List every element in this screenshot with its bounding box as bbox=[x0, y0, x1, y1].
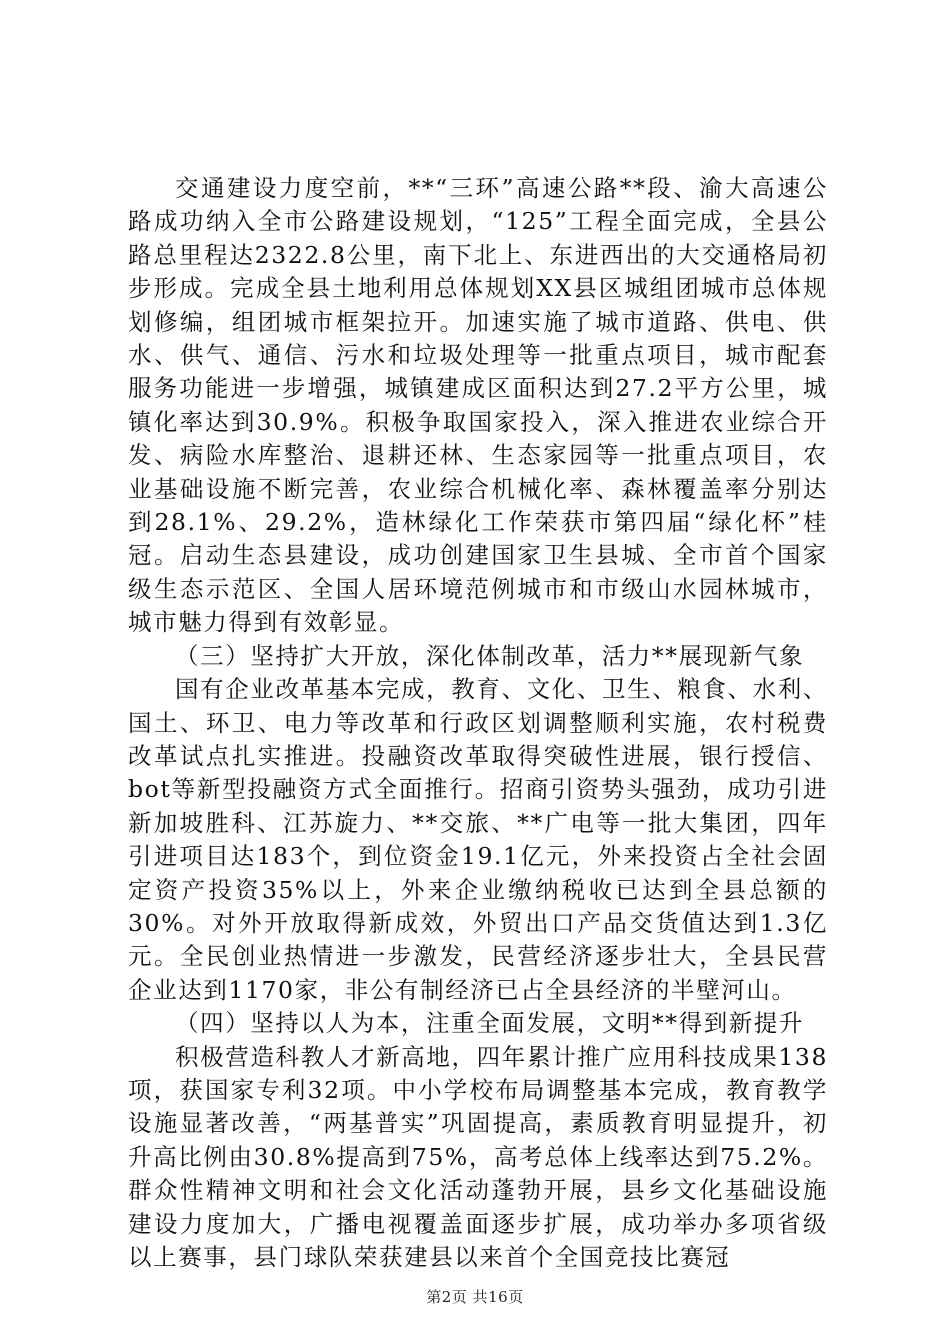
section-heading-3: （三）坚持扩大开放，深化体制改革，活力**展现新气象 bbox=[175, 641, 805, 670]
paragraph-science-education: 积极营造科教人才新高地，四年累计推广应用科技成果138项，获国家专利32项。中小学校布局调整基本完成，教育教学设施显著改善，“两基普实”巩固提高，素质教育明显提升，初升高比例由30.8%提高到75%，高考总体上线率达到75.2%。群众性精神文明和社会文化活动蓬勃开展，县乡文化基础设施建设力度加大，广播电视覆盖面逐步扩展，成功举办多项省级以上赛事，县门球队荣获建县以来首个全国竞技比赛冠 bbox=[128, 1042, 828, 1271]
paragraph-reform-opening: 国有企业改革基本完成，教育、文化、卫生、粮食、水利、国土、环卫、电力等改革和行政区划调整顺利实施，农村税费改革试点扎实推进。投融资改革取得突破性进展，银行授信、bot等新型投融资方式全面推行。招商引资势头强劲，成功引进新加坡胜科、江苏旋力、**交旅、**广电等一批大集团，四年引进项目达183个，到位资金19.1亿元，外来投资占全社会固定资产投资35%以上，外来企业缴纳税收已达到全县总额的30%。对外开放取得新成效，外贸出口产品交货值达到1.3亿元。全民创业热情进一步激发，民营经济逐步壮大，全县民营企业达到1170家，非公有制经济已占全县经济的半壁河山。 bbox=[128, 675, 828, 1004]
document-body bbox=[128, 172, 828, 1274]
page-footer: 第2页 共16页 bbox=[426, 1288, 524, 1306]
section-heading-4: （四）坚持以人为本，注重全面发展，文明**得到新提升 bbox=[175, 1009, 805, 1038]
paragraph-transport-construction: 交通建设力度空前，**“三环”高速公路**段、渝大高速公路成功纳入全市公路建设规划，“125”工程全面完成，全县公路总里程达2322.8公里，南下北上、东进西出的大交通格局初步形成。完成全县土地利用总体规划XX县区城组团城市总体规划修编，组团城市框架拉开。加速实施了城市道路、供电、供水、供气、通信、污水和垃圾处理等一批重点项目，城市配套服务功能进一步增强，城镇建成区面积达到27.2平方公里，城镇化率达到30.9%。积极争取国家投入，深入推进农业综合开发、病险水库整治、退耕还林、生态家园等一批重点项目，农业基础设施不断完善，农业综合机械化率、森林覆盖率分别达到28.1%、29.2%，造林绿化工作荣获市第四届“绿化杯”桂冠。启动生态县建设，成功创建国家卫生县城、全市首个国家级生态示范区、全国人居环境范例城市和市级山水园林城市，城市魅力得到有效彰显。 bbox=[128, 174, 828, 637]
